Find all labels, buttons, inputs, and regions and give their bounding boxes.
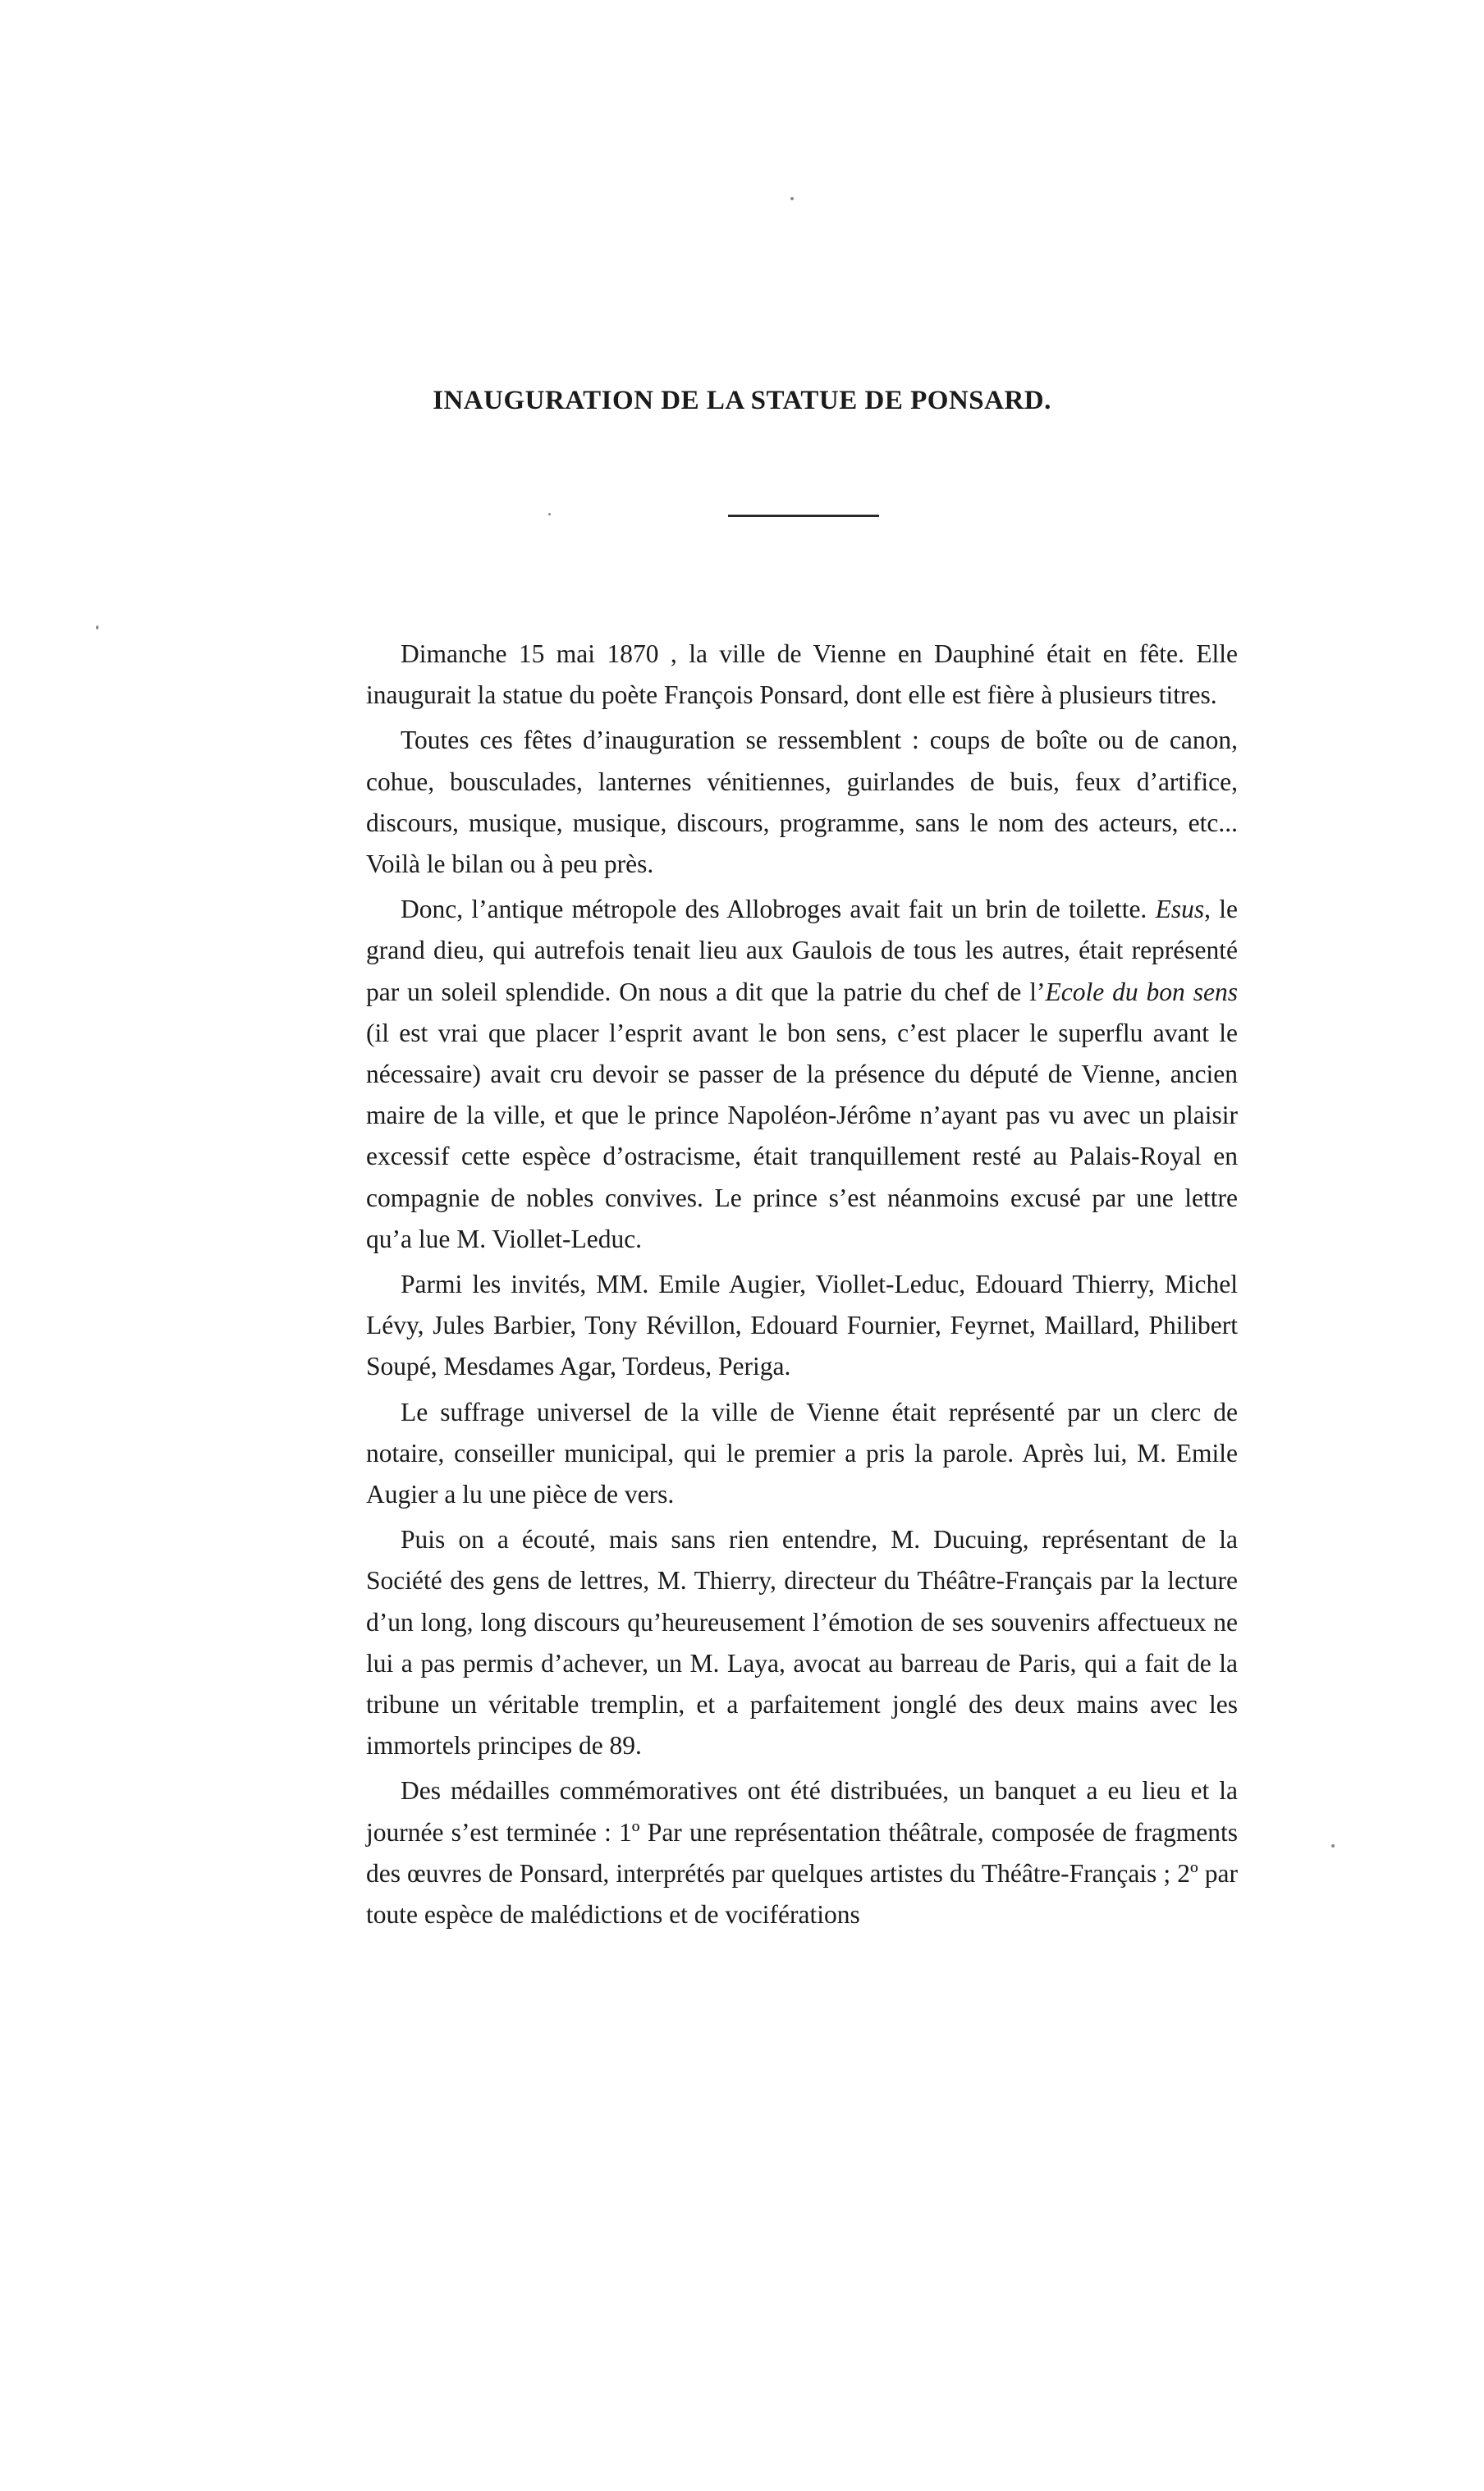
esus-italic: Esus	[1155, 895, 1205, 924]
paragraph-5: Le suffrage universel de la ville de Vienne était représenté par un clerc de notaire, conseiller municipal, qui le premier a pris la parole. Après lui, M. Emile Augier a lu une pièce de vers.	[366, 1397, 1238, 1509]
scan-speck	[1331, 1844, 1335, 1848]
paragraph-1: Dimanche 15 mai 1870 , la ville de Vienne en Dauphiné était en fête. Elle inaugurait la statue du poète François Ponsard, dont elle est fière à plusieurs titres.	[366, 639, 1238, 710]
paragraph-7: Des médailles commémoratives ont été distribuées, un banquet a eu lieu et la journée s’est terminée : 1º Par une représentation théâtrale, composée de fragments des œuvres de Ponsard, interprétés par quelques artistes du Théâtre-Français ; 2º par toute espèce de malédictions et de vociférations	[366, 1776, 1238, 1930]
ecole-du-bon-sens-italic: Ecole du bon sens	[1045, 977, 1238, 1006]
title-divider	[728, 515, 879, 517]
paragraph-4: Parmi les invités, MM. Emile Augier, Viollet-Leduc, Edouard Thierry, Michel Lévy, Jules Barbier, Tony Révillon, Edouard Fournier, Feyrnet, Maillard, Philibert Soupé, Mesdames Agar, Tordeus, Periga.	[366, 1270, 1238, 1381]
paragraph-3-part-3: (il est vrai que placer l’esprit avant le bon sens, c’est placer le superflu avant le nécessaire) avait cru devoir se passer de la présence du député de Vienne, ancien maire de la ville, et que le prince Napoléon-Jérôme n’ayant pas vu avec un plaisir excessif cette espèce d’ostracisme, était tranquillement resté au Palais-Royal en compagnie de nobles convives. Le prince s’est néanmoins excusé par une lettre qu’a lue M. Viollet-Leduc.	[366, 1018, 1238, 1253]
page-title: INAUGURATION DE LA STATUE DE PONSARD.	[433, 386, 1051, 415]
scan-speck	[790, 197, 794, 200]
paragraph-2: Toutes ces fêtes d’inauguration se ressemblent : coups de boîte ou de canon, cohue, bousculades, lanternes vénitiennes, guirlandes de buis, feux d’artifice, discours, musique, musique, discours, programme, sans le nom des acteurs, etc... Voilà le bilan ou à peu près.	[366, 726, 1238, 879]
paragraph-6: Puis on a écouté, mais sans rien entendre, M. Ducuing, représentant de la Société des gens de lettres, M. Thierry, directeur du Théâtre-Français par la lecture d’un long, long discours qu’heureusement l’émotion de ses souvenirs affectueux ne lui a pas permis d’achever, un M. Laya, avocat au barreau de Paris, qui a fait de la tribune un véritable tremplin, et a parfaitement jonglé des deux mains avec les immortels principes de 89.	[366, 1525, 1238, 1761]
article-body	[366, 634, 1238, 1935]
paragraph-3-part-1: Donc, l’antique métropole des Allobroges avait fait un brin de toilette.	[401, 895, 1156, 924]
paragraph-3-part-2: , le grand dieu, qui autrefois tenait lieu aux Gaulois de tous les autres, était représenté par un soleil splendide. On nous a dit que la patrie du chef de l’	[366, 895, 1238, 1006]
scan-speck	[96, 625, 98, 630]
paragraph-3	[366, 889, 1238, 1260]
scan-speck	[548, 513, 551, 515]
